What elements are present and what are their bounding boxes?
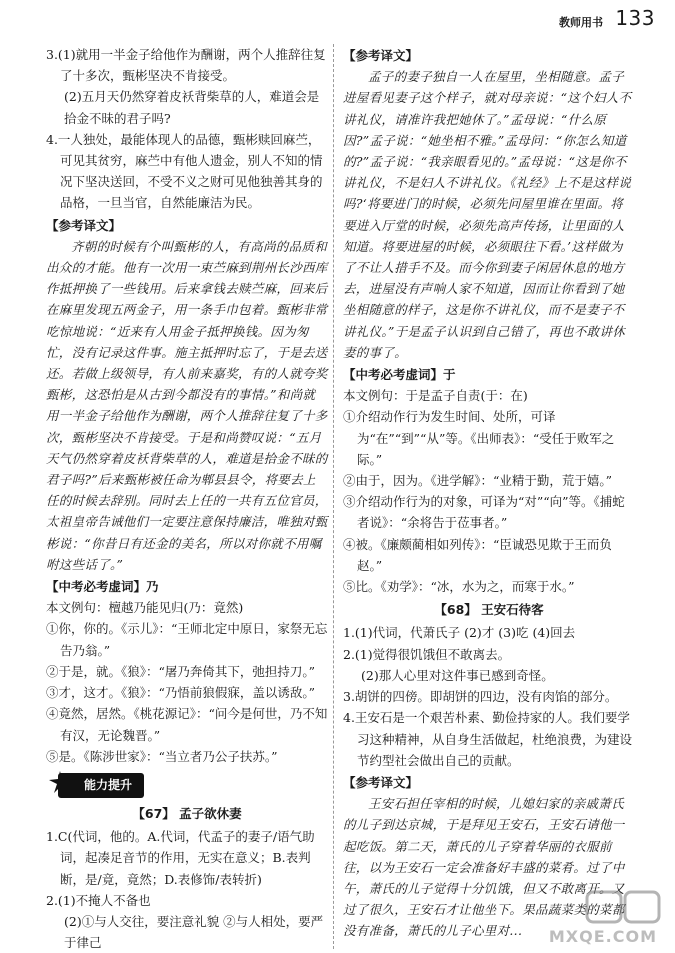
function-word-usage-yu-4: ④被。《廉颇蔺相如列传》：“臣诚恐见欺于王而负赵。”	[343, 536, 612, 573]
answer-68-3: 3.胡饼的四傍。即胡饼的四边，没有肉馅的部分。	[343, 689, 618, 705]
answer-68-4: 4.王安石是一个艰苦朴素、勤俭持家的人。我们要学习这种精神，从自身生活做起，杜绝浪费，为建设节约型社会做出自己的贡献。	[343, 710, 633, 768]
answer-67-1: 1.C(代词，他的。A.代词，代孟子的妻子/语气助词，起凑足音节的作用，无实在意义；B.表判断，是/竟，竟然；D.表修饰/表转折)	[46, 829, 315, 887]
function-word-usage-yu-2: ②由于，因为。《进学解》：“业精于勤，荒于嬉。”	[343, 473, 613, 489]
left-column	[46, 44, 328, 953]
ability-banner	[58, 773, 328, 799]
reference-translation-text-2: 孟子的妻子独自一人在屋里，坐相随意。孟子进屋看见妻子这个样子，就对母亲说：“这个妇人不讲礼仪，请准许我把她休了。”孟母说：“什么原因?”孟子说：“她坐相不雅。”孟母问：“你怎么知道的?”孟子说：“我亲眼看见的。”孟母说：“这是你不讲礼仪，不是妇人不讲礼仪。《礼经》上不是这样说吗?‘将要进门的时候，必须先问屋里谁在里面。将要进入厅堂的时候，必须先高声传扬，让里面的人知道。将要进屋的时候，必须眼往下看。’这样做为了不让人措手不及。而今你到妻子闲居休息的地方去，进屋没有声响人家不知道，因而让你看到了她坐相随意的样子，这是你不讲礼仪，而不是妻子不讲礼仪。”于是孟子认识到自己错了，再也不敢讲休妻的事了。	[343, 69, 632, 360]
function-word-usage-1: ①你，你的。《示儿》：“王师北定中原日，家祭无忘告乃翁。”	[46, 621, 328, 658]
function-word-example: 本文例句：檀越乃能见归(乃：竟然)	[46, 600, 244, 616]
section-title-function-word: 【中考必考虚词】乃	[46, 579, 159, 595]
watermark-logo-icon	[517, 888, 667, 928]
reference-translation-text: 齐朝的时候有个叫甄彬的人，有高尚的品质和出众的才能。他有一次用一束苎麻到荆州长沙西库作抵押换了一些钱用。后来拿钱去赎苎麻，回来后在麻里发现五两金子，用一条手巾包着。甄彬非常吃惊地说：“近来有人用金子抵押换钱。因为匆忙，没有记录这件事。施主抵押时忘了，于是去送还。若做上级领导，有人前来嘉奖，有的人就夸奖甄彬，这恐怕是从古到今都没有的事情。”和尚就用一半金子给他作为酬谢，两个人推辞往复了十多次，甄彬坚决不肯接受。于是和尚赞叹说：“五月天气仍然穿着皮袄背柴草的人，难道是拾金不昧的君子吗?”后来甄彬被任命为郫县县令，将要去上任的时候去辞别。同时去上任的一共有五位官员，太祖皇帝告诫他们一定要注意保持廉洁，唯独对甄彬说：“你昔日有还金的美名，所以对你就不用嘱咐这些话了。”	[46, 238, 328, 572]
reference-translation-text-3: 王安石担任宰相的时候，儿媳妇家的亲戚萧氏的儿子到达京城，于是拜见王安石，王安石请他一起吃饭。第二天，萧氏的儿子穿着华丽的衣服前往，以为王安石一定会准备好丰盛的菜肴。过了中午，萧氏的儿子觉得十分饥饿，但又不敢离开。又过了很久，王安石才让他坐下。果品蔬菜类的菜都没有准备，萧氏的儿子心里对...	[343, 796, 625, 939]
column-divider	[333, 44, 334, 949]
answer-68-2: 2.(1)觉得很饥饿但不敢离去。	[343, 646, 511, 662]
section-title-function-word-2: 【中考必考虚词】于	[343, 367, 456, 383]
function-word-usage-5: ⑤是。《陈涉世家》：“当立者乃公子扶苏。”	[46, 748, 278, 764]
function-word-example-2: 本文例句：于是孟子自责(于：在)	[343, 388, 528, 404]
answer-68-2b: (2)那人心里对这件事已感到奇怪。	[361, 667, 554, 683]
function-word-usage-4: ④竟然，居然。《桃花源记》：“问今是何世，乃不知有汉，无论魏晋。”	[46, 706, 328, 743]
section-title-reference-translation-2: 【参考译文】	[343, 48, 419, 63]
answer-4: 4.一人独处，最能体现人的品德，甄彬赎回麻苎，可见其贫穷，麻苎中有他人遗金，别人不知的情况下坚决送回，不受不义之财可见他独善其身的品格，一旦当官，自然能廉洁为民。	[46, 131, 323, 211]
watermark-text: MXQE.COM	[548, 927, 657, 946]
function-word-usage-yu-3: ③介绍动作行为的对象，可译为“对”“向”等。《捕蛇者说》：“余将告于莅事者。”	[343, 494, 625, 531]
right-column	[343, 44, 635, 942]
function-word-usage-2: ②于是，就。《狼》：“屠乃奔倚其下，弛担持刀。”	[46, 663, 316, 679]
site-watermark	[517, 888, 667, 948]
story-67-title: 【67】 孟子欲休妻	[132, 805, 242, 821]
answer-67-2b: (2)①与人交往，要注意礼貌 ②与人相处，要严于律己	[64, 913, 324, 951]
section-title-reference-translation-3: 【参考译文】	[343, 774, 419, 790]
answer-67-2: 2.(1)不掩人不备也	[46, 892, 151, 908]
header-label: 教师用书	[559, 16, 603, 29]
function-word-usage-yu-5: ⑤比。《劝学》：“冰，水为之，而寒于水。”	[343, 579, 575, 595]
answer-3-2: (2)五月天仍然穿着皮袄背柴草的人，难道会是拾金不昧的君子吗?	[64, 89, 320, 126]
ability-banner-label: 能力提升	[58, 773, 144, 798]
page-number: 133	[615, 6, 655, 30]
answer-68-1: 1.(1)代词，代萧氏子 (2)才 (3)吃 (4)回去	[343, 625, 576, 641]
section-title-reference-translation: 【参考译文】	[46, 217, 122, 233]
function-word-usage-yu-1: ①介绍动作行为发生时间、处所，可译为“在”“到”“从”等。《出师表》：“受任于败军之际。”	[343, 409, 615, 467]
answer-3-1: 3.(1)就用一半金子给他作为酬谢，两个人推辞往复了十多次，甄彬坚决不肯接受。	[46, 47, 326, 84]
story-68-title: 【68】 王安石待客	[434, 602, 544, 618]
function-word-usage-3: ③才，这才。《狼》：“乃悟前狼假寐，盖以诱敌。”	[46, 685, 316, 701]
page-header	[0, 0, 675, 34]
